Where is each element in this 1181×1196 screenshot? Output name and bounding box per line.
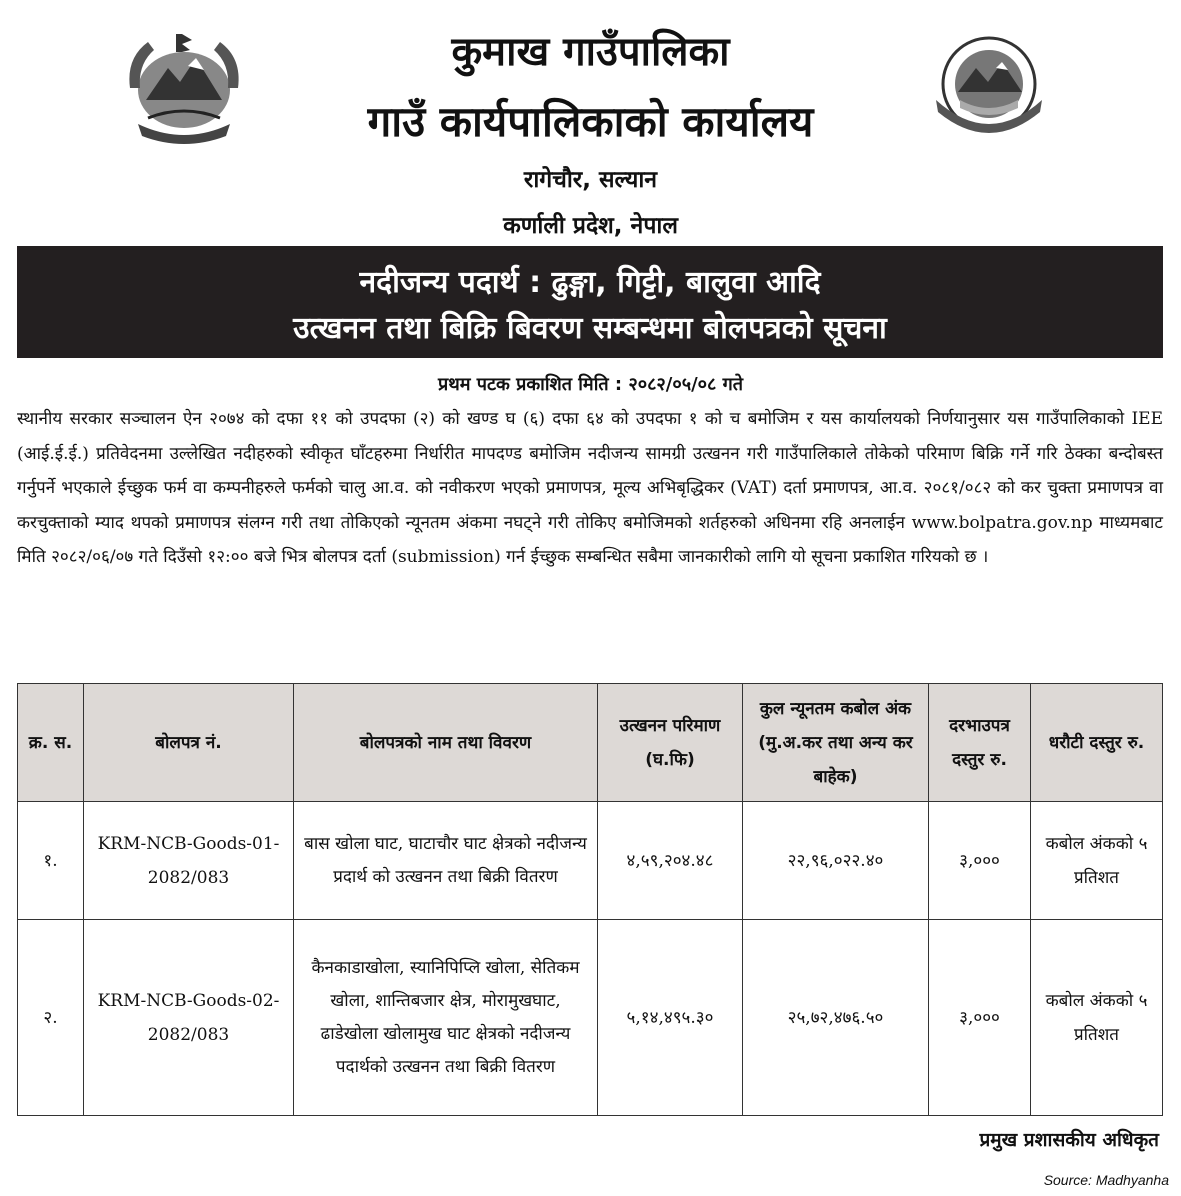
signer-title: प्रमुख प्रशासकीय अधिकृत [979,1129,1159,1151]
cell-min-bid: २२,९६,०२२.४० [743,802,929,920]
banner-title: उत्खनन तथा बिक्रि बिवरण सम्बन्धमा बोलपत्रको सूचना [293,311,887,346]
table-header-row [18,684,1163,802]
col-header-quantity: उत्खनन परिमाण (घ.फि) [598,684,743,802]
bid-table [17,683,1163,1116]
col-header-min-bid: कुल न्यूनतम कबोल अंक (मु.अ.कर तथा अन्य कर बाहेक) [743,684,929,802]
municipality-name: कुमाख गाउँपालिका [451,29,730,75]
cell-sn: १. [18,802,84,920]
cell-sn: २. [18,920,84,1116]
col-header-deposit: धरौटी दस्तुर रु. [1031,684,1163,802]
col-header-doc-fee: दरभाउपत्र दस्तुर रु. [929,684,1031,802]
cell-min-bid: २५,७२,४७६.५० [743,920,929,1116]
cell-bid-no: KRM-NCB-Goods-02-2082/083 [84,920,294,1116]
table-row [18,802,1163,920]
cell-bid-no: KRM-NCB-Goods-01-2082/083 [84,802,294,920]
publish-date: प्रथम पटक प्रकाशित मिति : २०८२/०५/०८ गते [437,374,744,395]
notice-banner [17,246,1163,358]
source-credit: Source: Madhyanha [1043,1172,1169,1188]
municipality-logo [930,30,1048,142]
cell-quantity: ५,१४,४९५.३० [598,920,743,1116]
cell-deposit: कबोल अंकको ५ प्रतिशत [1031,802,1163,920]
office-name: गाउँ कार्यपालिकाको कार्यालय [367,97,814,146]
cell-doc-fee: ३,००० [929,920,1031,1116]
cell-deposit: कबोल अंकको ५ प्रतिशत [1031,920,1163,1116]
cell-quantity: ४,५९,२०४.४८ [598,802,743,920]
cell-description: कैनकाडाखोला, स्यानिपिप्लि खोला, सेतिकम खोला, शान्तिबजार क्षेत्र, मोरामुखघाट, ढाडेखोला खोलामुख घाट क्षेत्रको नदीजन्य पदार्थको उत्खनन तथा बिक्री वितरण [294,920,598,1116]
province-country: कर्णाली प्रदेश, नेपाल [503,213,678,239]
col-header-sn: क्र. स. [18,684,84,802]
office-address: रागेचौर, सल्यान [523,167,658,193]
cell-description: बास खोला घाट, घाटाचौर घाट क्षेत्रको नदीजन्य प्रदार्थ को उत्खनन तथा बिक्री वितरण [294,802,598,920]
cell-doc-fee: ३,००० [929,802,1031,920]
col-header-bid-no: बोलपत्र नं. [84,684,294,802]
notice-body: स्थानीय सरकार सञ्चालन ऐन २०७४ को दफा ११ को उपदफा (२) को खण्ड घ (६) दफा ६४ को उपदफा १ को च बमोजिम र यस कार्यालयको निर्णयानुसार यस गाउँपालिकाको IEE (आई.ई.ई.) प्रतिवेदनमा उल्लेखित नदीहरुको स्वीकृत घाँटहरुमा निर्धारीत मापदण्ड बमोजिम नदीजन्य सामग्री उत्खनन गरी गाउँपालिकाले तोकेको परिमाण बिक्रि गर्ने गरि ठेक्का बन्दोबस्त गर्नुपर्ने भएकाले ईच्छुक फर्म वा कम्पनीहरुले फर्मको चालु आ.व. को नवीकरण भएको प्रमाणपत्र, मूल्य अभिबृद्धिकर (VAT) दर्ता प्रमाणपत्र, आ.व. २०८१/०८२ को कर चुक्ता प्रमाणपत्र वा करचुक्ताको म्याद थपको प्रमाणपत्र संलग्न गरी तथा तोकिएको न्यूनतम अंकमा नघट्ने गरी तोकिए बमोजिमको शर्तहरुको अधिनमा रहि अनलाईन www.bolpatra.gov.np माध्यमबाट मिति २०८२/०६/०७ गते दिउँसो १२:०० बजे भित्र बोलपत्र दर्ता (submission) गर्न ईच्छुक सम्बन्धित सबैमा जानकारीको लागि यो सूचना प्रकाशित गरियको छ । [17,409,1163,567]
col-header-description: बोलपत्रको नाम तथा विवरण [294,684,598,802]
banner-subject: नदीजन्य पदार्थ : ढुङ्गा, गिट्टी, बालुवा आदि [359,265,821,300]
table-row [18,920,1163,1116]
